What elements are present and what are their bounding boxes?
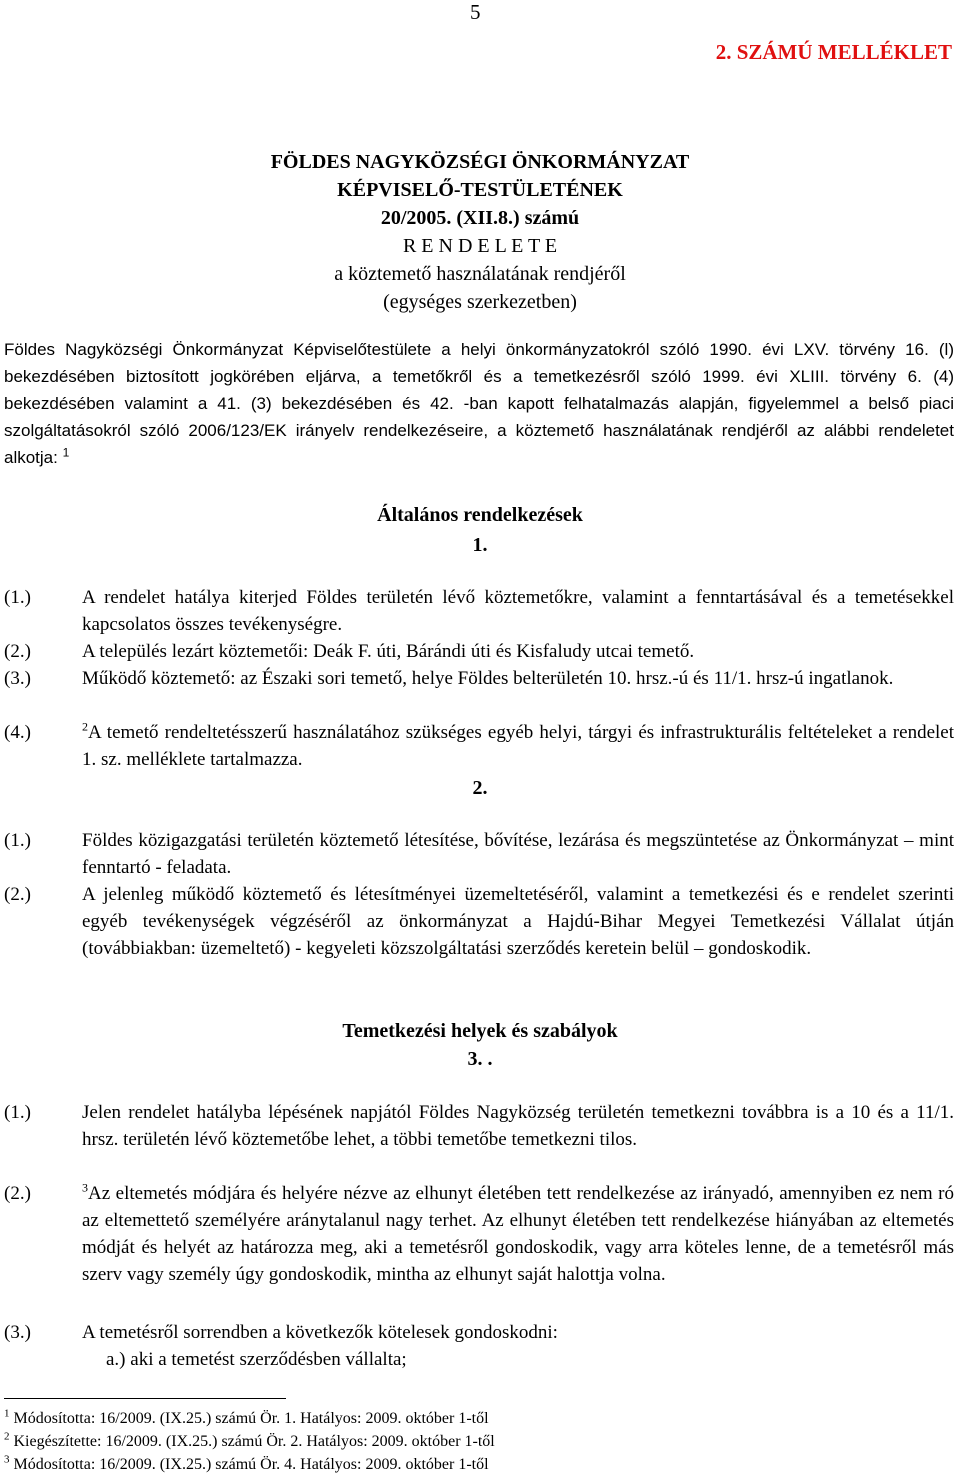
footnote-number: 3 — [4, 1453, 10, 1466]
title-line-4: R E N D E L E T E — [402, 235, 558, 257]
annex-title: 2. SZÁMÚ MELLÉKLET — [715, 40, 952, 64]
item-number: (2.) — [4, 1183, 31, 1204]
footnote-text: Módosította: 16/2009. (IX.25.) számú Ör. 4. Hatályos: 2009. október 1-től — [13, 1456, 489, 1473]
item-text: Működő köztemető: az Északi sori temető, helye Földes belterületén 10. hrsz.-ú és 11/1. hrsz-ú ingatlanok. — [82, 668, 894, 689]
paragraph-item — [4, 1180, 954, 1288]
paragraph-heading-1: 1. — [472, 534, 488, 556]
paragraph-item — [4, 665, 954, 692]
item-text: Az eltemetés módjára és helyére nézve az elhunyt életében tett rendelkezése az irányadó, amennyiben ez nem ró az eltemettető személyére aránytalanul nagy terhet. Az elhunyt életében tett rendelkezése hiányában az eltemetés módját és helyét az határozza meg, aki a temetésről gondoskodik, vagy arra köteles lenne, de a temetésről más szerv vagy személy úgy gondoskodik, mintha az elhunyt saját halottja volna. — [82, 1183, 954, 1285]
item-text: A temetésről sorrendben a következők kötelesek gondoskodni: — [82, 1322, 558, 1343]
sub-item-text: a.) aki a temetést szerződésben vállalta; — [106, 1349, 407, 1370]
footnote-separator — [4, 1398, 286, 1399]
title-line-2: KÉPVISELŐ-TESTÜLETÉNEK — [337, 179, 623, 201]
paragraph-item — [4, 719, 954, 773]
regulation-title — [0, 148, 960, 316]
paragraph-heading-3: 3. . — [467, 1048, 493, 1070]
item-number: (2.) — [4, 641, 31, 662]
paragraph-item — [4, 827, 954, 881]
footnote-ref: 2 — [82, 719, 88, 734]
title-line-6: (egységes szerkezetben) — [383, 291, 577, 313]
footnote — [4, 1430, 904, 1453]
footnote-ref: 3 — [82, 1180, 88, 1195]
footnote-text: Kiegészítette: 16/2009. (IX.25.) számú Ör. 2. Hatályos: 2009. október 1-től — [13, 1433, 495, 1450]
item-text: A temető rendeltetésszerű használatához szükséges egyéb helyi, tárgyi és infrastrukturális feltételeket a rendelet 1. sz. melléklete tartalmazza. — [82, 722, 954, 770]
paragraph-item — [4, 1319, 954, 1346]
item-text: Földes közigazgatási területén köztemető létesítése, bővítése, lezárása és megszüntetése az Önkormányzat – mint fenntartó - feladata. — [82, 830, 954, 878]
item-text: A település lezárt köztemetői: Deák F. úti, Bárándi úti és Kisfaludy utcai temető. — [82, 641, 695, 662]
footnotes — [4, 1407, 904, 1476]
title-line-1: FÖLDES NAGYKÖZSÉGI ÖNKORMÁNYZAT — [270, 151, 690, 173]
item-number: (1.) — [4, 830, 31, 851]
item-number: (1.) — [4, 1102, 31, 1123]
paragraph-item — [4, 881, 954, 962]
item-number: (3.) — [4, 668, 31, 689]
footnote — [4, 1407, 904, 1430]
title-line-5: a köztemető használatának rendjéről — [334, 263, 626, 285]
footnote-text: Módosította: 16/2009. (IX.25.) számú Ör. 1. Hatályos: 2009. október 1-től — [13, 1410, 489, 1427]
sub-item — [4, 1346, 954, 1373]
item-number: (1.) — [4, 587, 31, 608]
preamble — [4, 336, 954, 471]
section-heading-general: Általános rendelkezések — [377, 504, 583, 526]
item-number: (2.) — [4, 884, 31, 905]
paragraph-item — [4, 584, 954, 638]
section-heading-burial: Temetkezési helyek és szabályok — [342, 1020, 618, 1042]
item-text-with-ref — [82, 1180, 954, 1288]
title-line-3: 20/2005. (XII.8.) számú — [380, 207, 580, 229]
paragraph-heading-2: 2. — [472, 777, 488, 799]
footnote — [4, 1453, 904, 1476]
page-number: 5 — [470, 0, 481, 24]
footnote-number: 1 — [4, 1407, 10, 1420]
footnote-number: 2 — [4, 1430, 10, 1443]
item-number: (4.) — [4, 722, 31, 743]
item-text: A rendelet hatálya kiterjed Földes területén lévő köztemetőkre, valamint a fenntartásával és a temetésekkel kapcsolatos összes tevékenységre. — [82, 587, 954, 635]
item-number: (3.) — [4, 1322, 31, 1343]
preamble-text: Földes Nagyközségi Önkormányzat Képviselőtestülete a helyi önkormányzatokról szóló 1990. évi LXV. törvény 16. (l) bekezdésében biztosított jogkörében eljárva, a temetőkről és a temetkezésről szóló 1999. évi XLIII. törvény 6. (4) bekezdésében valamint a 41. (3) bekezdésében és 42. -ban kapott felhatalmazás alapján, figyelemmel a belső piaci szolgáltatásokról szóló 2006/123/EK irányelv rendelkezéseire, a köztemető használatának rendjéről az alábbi rendeletet alkotja: — [4, 340, 954, 467]
paragraph-item — [4, 638, 954, 665]
item-text: Jelen rendelet hatályba lépésének napjától Földes Nagyközség területén temetkezni továbbra is a 10 és a 11/1. hrsz. területén lévő köztemetőbe lehet, a többi temetőbe temetkezni tilos. — [82, 1102, 954, 1150]
paragraph-item — [4, 1099, 954, 1153]
footnote-ref: 1 — [62, 445, 70, 460]
item-text-with-ref — [82, 719, 954, 773]
item-text: A jelenleg működő köztemető és létesítményei üzemeltetéséről, valamint a temetkezési és e rendelet szerinti egyéb tevékenységek végzéséről az önkormányzat a Hajdú-Bihar Megyei Temetkezési Vállalat útján (továbbiakban: üzemeltető) - kegyeleti közszolgáltatási szerződés keretein belül – gondoskodik. — [82, 884, 954, 959]
